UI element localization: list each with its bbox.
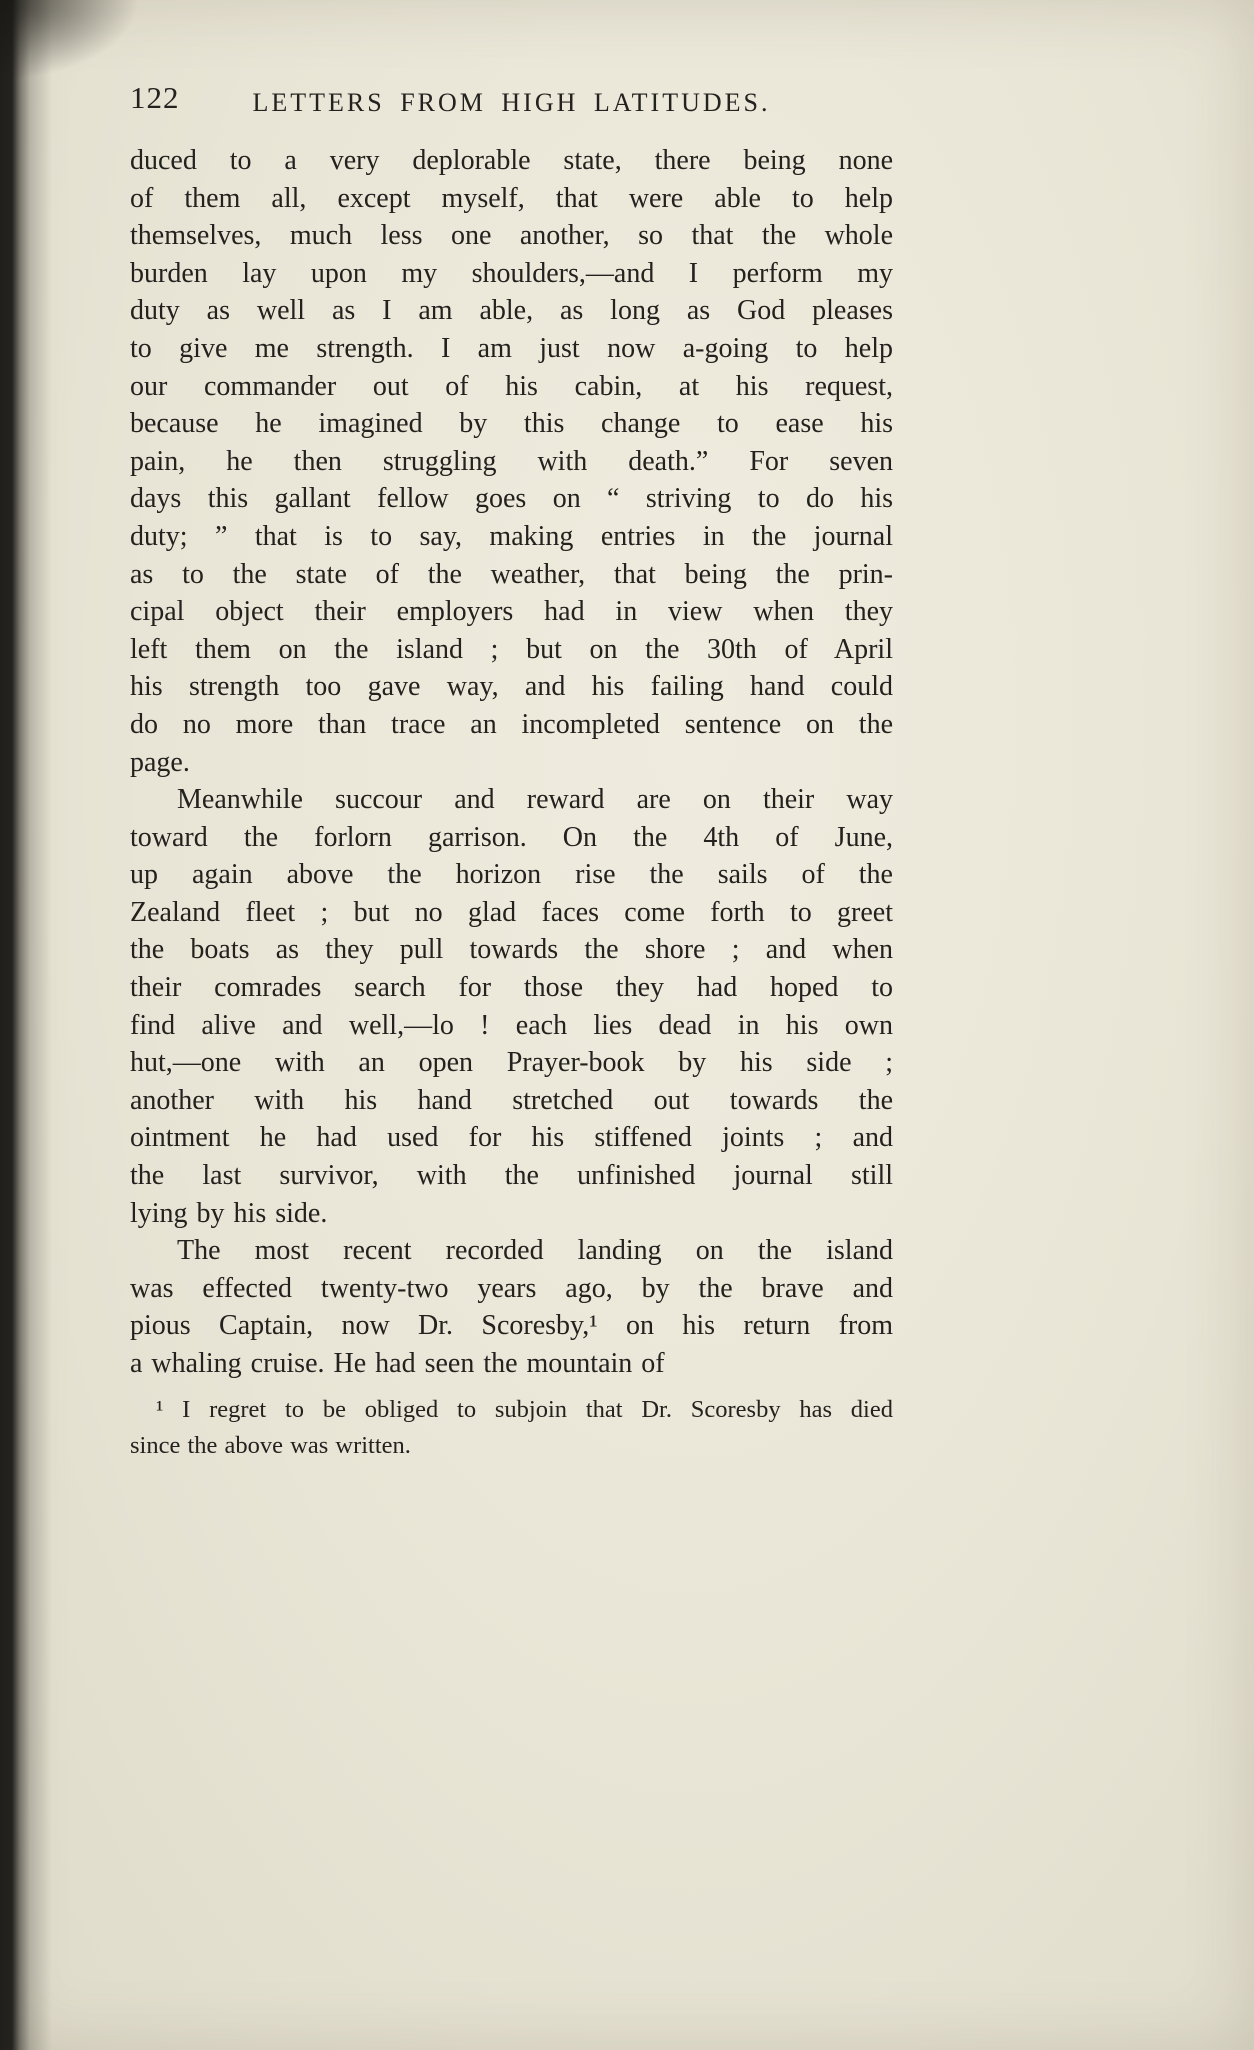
text-line: cipal object their employers had in view when they <box>130 596 893 628</box>
text-line: pious Captain, now Dr. Scoresby,¹ on his return from <box>130 1310 893 1342</box>
text-line: because he imagined by this change to ease his <box>130 408 893 440</box>
paragraph <box>130 142 893 781</box>
text-line: their comrades search for those they had hoped to <box>130 972 893 1004</box>
paragraph <box>130 1232 893 1382</box>
text-line: the boats as they pull towards the shore ; and when <box>130 934 893 966</box>
footnote <box>130 1392 893 1464</box>
text-line: lying by his side. <box>130 1197 328 1229</box>
text-line: as to the state of the weather, that being the prin- <box>130 558 893 590</box>
page-number: 122 <box>130 80 180 115</box>
text-line: duced to a very deplorable state, there being none <box>130 145 893 176</box>
text-line: was effected twenty-two years ago, by the brave and <box>130 1272 893 1304</box>
text-line: hut,—one with an open Prayer-book by his side ; <box>130 1047 893 1079</box>
text-line: our commander out of his cabin, at his request, <box>130 370 893 402</box>
body-text <box>130 142 893 1464</box>
text-line: The most recent recorded landing on the island <box>177 1235 893 1267</box>
text-line: of them all, except myself, that were able to help <box>130 182 893 214</box>
text-line: to give me strength. I am just now a-going to help <box>130 332 893 364</box>
footnote-line: ¹ I regret to be obliged to subjoin that Dr. Scoresby has died <box>156 1395 893 1423</box>
text-line: Zealand fleet ; but no glad faces come forth to greet <box>130 896 893 928</box>
page-corner-shadow <box>0 0 140 80</box>
text-line: find alive and well,—lo ! each lies dead in his own <box>130 1009 893 1041</box>
text-line: Meanwhile succour and reward are on their way <box>177 784 893 816</box>
text-line: do no more than trace an incompleted sentence on the <box>130 708 893 740</box>
paragraph <box>130 781 893 1232</box>
text-line: pain, he then struggling with death.” For seven <box>130 445 893 477</box>
text-line: duty as well as I am able, as long as God pleases <box>130 295 893 327</box>
running-header: LETTERS FROM HIGH LATITUDES. <box>252 88 771 117</box>
text-line: another with his hand stretched out towards the <box>130 1084 893 1116</box>
page-binding-shadow <box>0 0 52 2050</box>
text-line: days this gallant fellow goes on “ striving to do his <box>130 483 893 515</box>
text-line: burden lay upon my shoulders,—and I perform my <box>130 257 893 289</box>
text-line: a whaling cruise. He had seen the mountain of <box>130 1348 665 1379</box>
text-line: duty; ” that is to say, making entries in the journal <box>130 520 893 552</box>
footnote-line: since the above was written. <box>130 1431 411 1459</box>
text-line: his strength too gave way, and his failing hand could <box>130 671 893 703</box>
text-line: themselves, much less one another, so that the whole <box>130 220 893 252</box>
text-line: ointment he had used for his stiffened joints ; and <box>130 1122 893 1154</box>
text-line: the last survivor, with the unfinished journal still <box>130 1160 893 1192</box>
text-line: toward the forlorn garrison. On the 4th of June, <box>130 821 893 853</box>
text-line: page. <box>130 746 190 778</box>
text-line: left them on the island ; but on the 30th of April <box>130 633 893 665</box>
text-line: up again above the horizon rise the sails of the <box>130 859 893 891</box>
